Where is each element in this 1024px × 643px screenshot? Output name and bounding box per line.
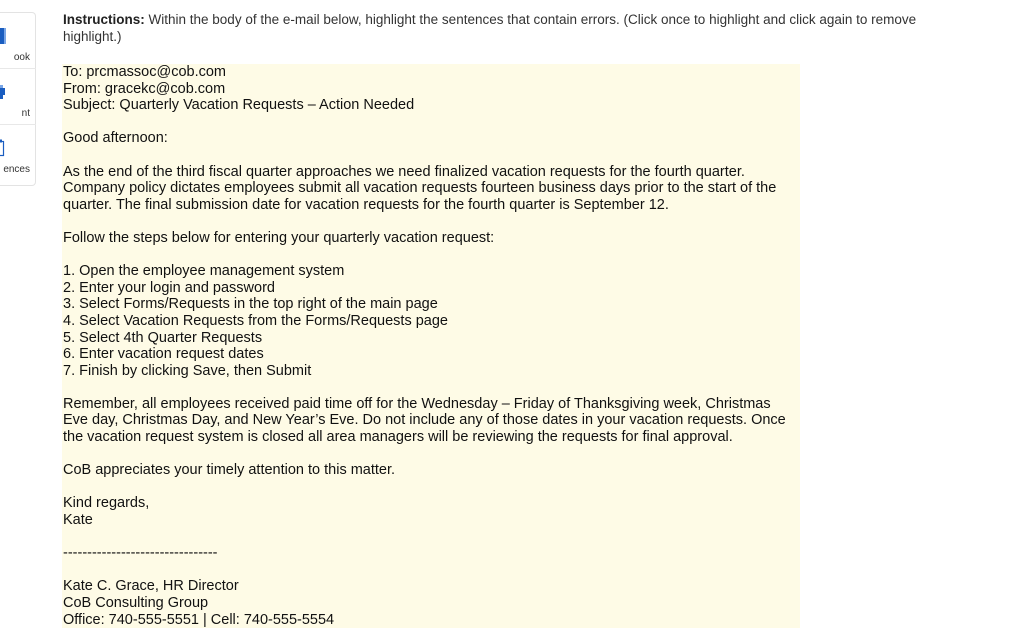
signature-company[interactable]: CoB Consulting Group: [63, 595, 209, 611]
sentence[interactable]: Company policy dictates employees submit all vacation requests fourteen business days prior to the start of the quarter.: [63, 180, 777, 213]
book-icon: [0, 27, 7, 50]
step-item[interactable]: 1. Open the employee management system: [63, 263, 345, 280]
steps-intro[interactable]: Follow the steps below for entering your quarterly vacation request:: [63, 229, 495, 246]
email-to-line[interactable]: To: prcmassoc@cob.com: [63, 64, 226, 80]
references-icon: [0, 139, 7, 162]
email-subject-line[interactable]: Subject: Quarterly Vacation Requests – Action Needed: [63, 97, 415, 114]
sentence[interactable]: Do not include any of those dates in your vacation requests.: [362, 412, 748, 429]
sentence[interactable]: Once the vacation request system is closed all area managers will be reviewing the requests for final approval.: [63, 412, 786, 446]
sentence[interactable]: The final submission date for vacation requests for the fourth quarter is September 12.: [115, 196, 669, 213]
step-item[interactable]: 7. Finish by clicking Save, then Submit: [63, 362, 312, 379]
step-item[interactable]: 4. Select Vacation Requests from the Forms/Requests page: [63, 312, 448, 329]
email-from-line[interactable]: From: gracekc@cob.com: [63, 80, 226, 97]
email-paragraph-2: [63, 396, 798, 446]
step-item[interactable]: 5. Select 4th Quarter Requests: [63, 329, 263, 346]
instructions-text: Within the body of the e-mail below, highlight the sentences that contain errors. (Click once to highlight and click again to remove highlight.): [63, 12, 917, 44]
signature-divider: --------------------------------: [63, 545, 218, 562]
sidebar-item-label: ences: [3, 164, 30, 175]
instructions: [63, 11, 943, 45]
step-item[interactable]: 3. Select Forms/Requests in the top right of the main page: [63, 296, 438, 313]
instructions-label: Instructions:: [63, 12, 145, 27]
email-greeting[interactable]: Good afternoon:: [63, 130, 168, 147]
sidebar-item-references[interactable]: [0, 125, 36, 181]
print-icon: [0, 83, 7, 106]
sentence[interactable]: Remember, all employees received paid time off for the Wednesday – Friday of Thanksgiving week, Christmas Eve day, Christmas Day, and New Year’s Eve.: [63, 395, 771, 429]
signature-name[interactable]: Kate C. Grace, HR Director: [63, 578, 239, 595]
step-item[interactable]: 2. Enter your login and password: [63, 279, 275, 296]
email-closing[interactable]: Kind regards,: [63, 495, 150, 512]
tool-sidebar: [0, 12, 36, 186]
sidebar-item-label: ook: [13, 52, 30, 63]
signature-phone[interactable]: Office: 740-555-5551 | Cell: 740-555-5554: [63, 611, 335, 628]
email-sender-name[interactable]: Kate: [63, 512, 93, 529]
email-appreciation[interactable]: CoB appreciates your timely attention to this matter.: [63, 462, 396, 479]
step-item[interactable]: 6. Enter vacation request dates: [63, 346, 264, 363]
email-paragraph-1: [63, 164, 798, 214]
sentence[interactable]: As the end of the third fiscal quarter approaches we need finalized vacation requests for the fourth quarter.: [63, 163, 745, 180]
sidebar-item-label: nt: [21, 108, 30, 119]
sidebar-item-ebook[interactable]: [0, 13, 36, 69]
sidebar-item-print[interactable]: [0, 69, 36, 125]
email-body: [62, 64, 800, 628]
